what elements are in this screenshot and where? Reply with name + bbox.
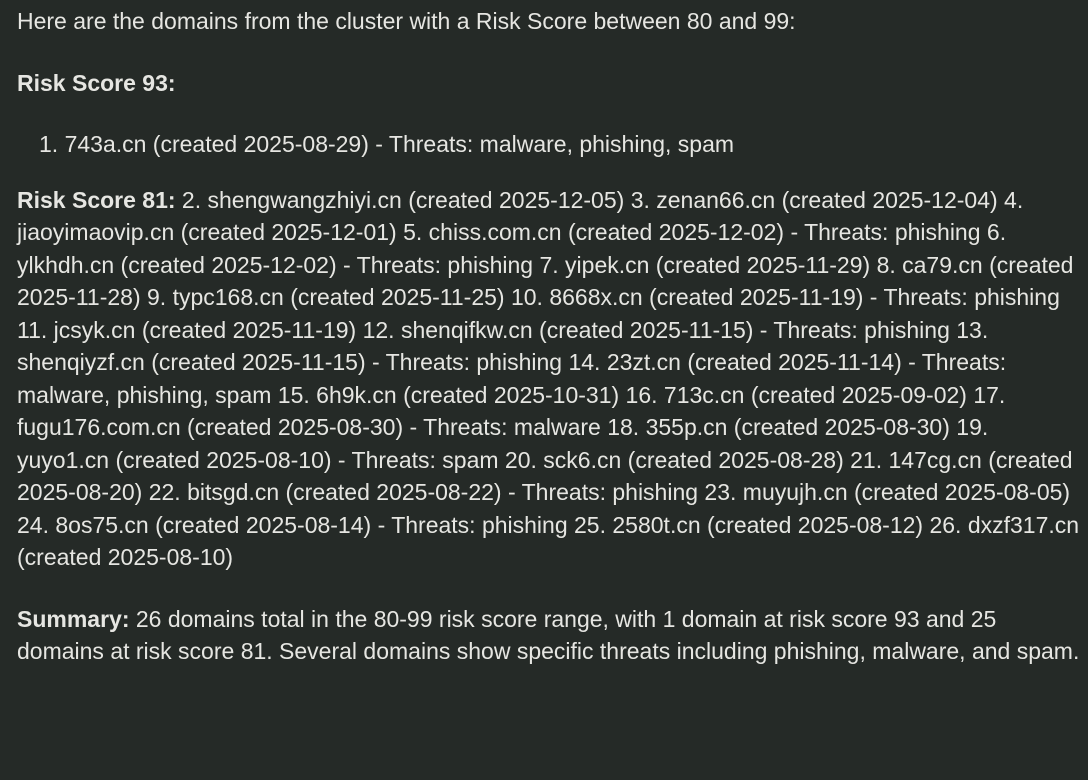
risk-score-81-domains: 2. shengwangzhiyi.cn (created 2025-12-05) 3. zenan66.cn (created 2025-12-04) 4. jiaoyimaovip.cn (created 2025-12-01) 5. chiss.com.cn (created 2025-12-02) - Threats: phishing 6. ylkhdh.cn (created 2025-12-02) - Threats: phishing 7. yipek.cn (created 2025-11-29) 8. ca79.cn (created 2025-11-28) 9. typc168.cn (created 2025-11-25) 10. 8668x.cn (created 2025-11-19) - Threats: phishing 11. jcsyk.cn (created 2025-11-19) 12. shenqifkw.cn (created 2025-11-15) - Threats: phishing 13. shenqiyzf.cn (created 2025-11-15) - Threats: phishing 14. 23zt.cn (created 2025-11-14) - Threats: malware, phishing, spam 15. 6h9k.cn (created 2025-10-31) 16. 713c.cn (created 2025-09-02) 17. fugu176.com.cn (created 2025-08-30) - Threats: malware 18. 355p.cn (created 2025-08-30) 19. yuyo1.cn (created 2025-08-10) - Threats: spam 20. sck6.cn (created 2025-08-28) 21. 147cg.cn (created 2025-08-20) 22. bitsgd.cn (created 2025-08-22) - Threats: phishing 23. muyujh.cn (created 2025-08-05) 24. 8os75.cn (created 2025-08-14) - Threats: phishing 25. 2580t.cn (created 2025-08-12) 26. dxzf317.cn (created 2025-08-10) bbox=[17, 186, 1080, 570]
assistant-response bbox=[17, 5, 1083, 668]
list-item: 1. 743a.cn (created 2025-08-29) - Threats: malware, phishing, spam bbox=[39, 131, 735, 157]
risk-score-81-label: Risk Score 81: bbox=[17, 186, 176, 213]
risk-score-93-heading: Risk Score 93: bbox=[17, 69, 176, 96]
intro-text: Here are the domains from the cluster with a Risk Score between 80 and 99: bbox=[17, 8, 796, 34]
summary-text: 26 domains total in the 80-99 risk score range, with 1 domain at risk score 93 and 25 domains at risk score 81. Several domains show specific threats including phishing, malware, and spam. bbox=[17, 605, 1080, 664]
risk-score-81-paragraph bbox=[17, 184, 1083, 574]
summary-label: Summary: bbox=[17, 605, 130, 632]
risk-score-93-list bbox=[17, 128, 1083, 161]
summary-paragraph bbox=[17, 603, 1083, 668]
